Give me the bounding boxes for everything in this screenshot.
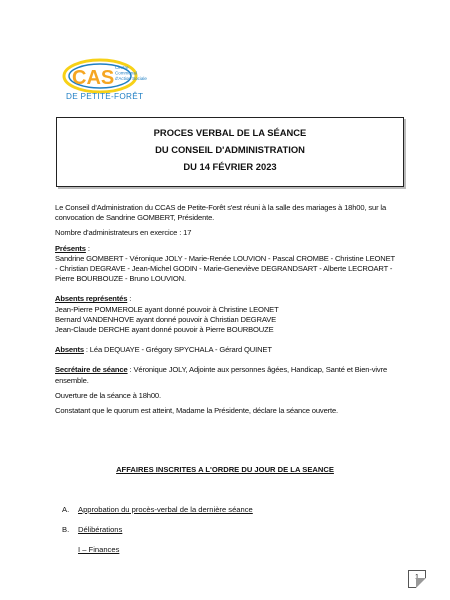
- title-box: [56, 117, 404, 187]
- represented-heading: Absents représentés :: [55, 294, 132, 304]
- presents-list: Sandrine GOMBERT - Véronique JOLY - Marie-Renée LOUVION - Pascal CROMBE - Christine LEONET - Christian DEGRAVE - Jean-Michel GODIN - Marie-Geneviève DEGRANDSART - Alberte LECROART - Pierre BOURBOUZE - Bruno LOUVION.: [55, 253, 395, 284]
- agenda-subitem-text: I – Finances: [78, 545, 120, 554]
- secretary-label: Secrétaire de séance: [55, 365, 128, 375]
- admins-count: Nombre d'administrateurs en exercice : 17: [55, 228, 192, 238]
- logo-tagline-1: Centre: [115, 65, 129, 70]
- absents-label: Absents: [55, 345, 84, 355]
- opening-line: Ouverture de la séance à 18h00.: [55, 390, 161, 400]
- intro-paragraph: Le Conseil d'Administration du CCAS de Petite-Forêt s'est réuni à la salle des mariages à 18h00, sur la convocation de Sandrine GOMBERT, Présidente.: [55, 203, 387, 223]
- represented-line: Bernard VANDENHOVE ayant donné pouvoir à Christian DEGRAVE: [55, 314, 277, 324]
- agenda-item-letter: A.: [62, 505, 70, 514]
- absents-line: Absents : Léa DEQUAYE - Grégory SPYCHALA - Gérard QUINET: [55, 345, 272, 355]
- agenda-item: [62, 505, 253, 514]
- logo-tagline-3: d'Action Sociale: [115, 76, 147, 81]
- title-line-3: DU 14 FÉVRIER 2023: [183, 161, 277, 172]
- agenda-item-letter: B.: [62, 525, 70, 534]
- represented-line: Jean-Claude DERCHE ayant donné pouvoir à Pierre BOURBOUZE: [55, 325, 274, 335]
- secretary-line: Secrétaire de séance : Véronique JOLY, Adjointe aux personnes âgées, Handicap, Santé et Bien-vivre ensemble.: [55, 365, 388, 385]
- minutes-body: [55, 203, 397, 416]
- agenda-item-text: Délibérations: [78, 525, 123, 534]
- agenda-item: [62, 525, 122, 534]
- represented-label: Absents représentés: [55, 294, 128, 304]
- logo-subtitle: DE PETITE-FORÊT: [66, 92, 144, 101]
- presents-heading: Présents :: [55, 243, 90, 253]
- page-number: 1: [408, 570, 426, 588]
- title-line-1: PROCES VERBAL DE LA SÉANCE: [153, 127, 307, 138]
- represented-line: Jean-Pierre POMMEROLE ayant donné pouvoir à Christine LEONET: [55, 304, 279, 314]
- quorum-line: Constatant que le quorum est atteint, Madame la Présidente, déclare la séance ouverte.: [55, 406, 339, 416]
- presents-label: Présents: [55, 243, 86, 253]
- logo-tagline-2: Communal: [115, 70, 137, 76]
- agenda-item-text: Approbation du procès-verbal de la dernière séance: [78, 505, 253, 514]
- agenda-heading: AFFAIRES INSCRITES A L'ORDRE DU JOUR DE LA SEANCE: [116, 465, 334, 474]
- agenda-subitem: [78, 545, 119, 554]
- logo-acronym: CAS: [72, 67, 115, 89]
- title-line-2: DU CONSEIL D'ADMINISTRATION: [155, 144, 305, 155]
